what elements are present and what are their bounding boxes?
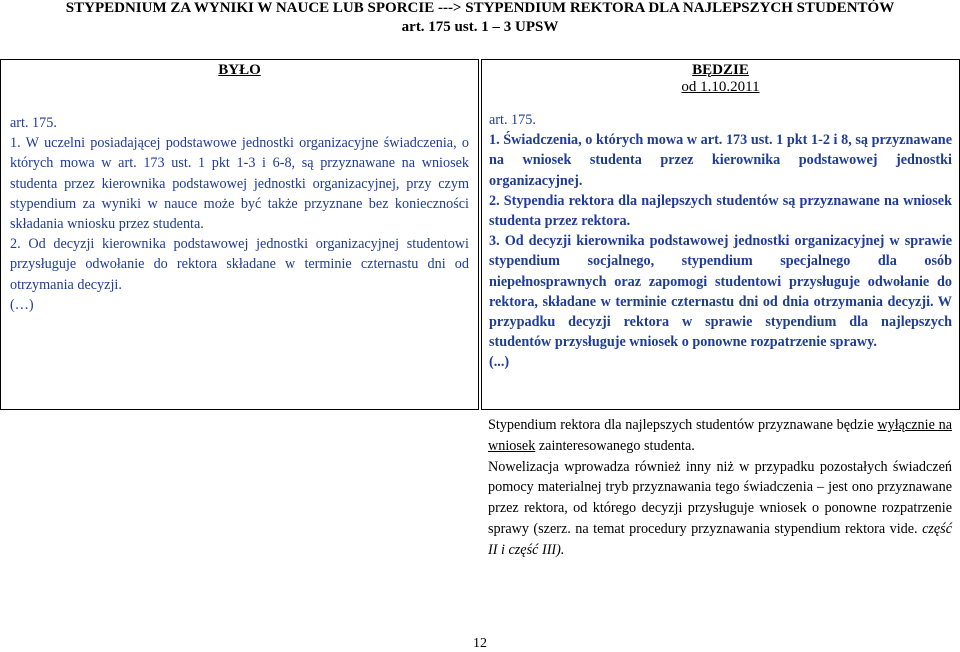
note-underlined-text: wyłącznie na wniosek (488, 417, 952, 454)
paragraph-2: 2. Stypendia rektora dla najlepszych studentów są przyznawane na wniosek studenta przez rektora. (489, 192, 952, 230)
column-before (0, 59, 479, 410)
note-text: Stypendium rektora dla najlepszych studentów przyznawane będzie (488, 417, 878, 433)
note-paragraph-2 (488, 457, 952, 561)
ellipsis: (…) (10, 296, 34, 313)
page-number: 12 (473, 636, 487, 651)
column-text-before (1, 79, 478, 315)
article-label: art. 175. (10, 115, 57, 131)
ellipsis: (...) (489, 354, 510, 371)
column-subheading-after: od 1.10.2011 (681, 79, 760, 95)
column-text-after (482, 96, 959, 373)
note-italic-text: część II i część III). (488, 520, 952, 558)
document-title: STYPEDNIUM ZA WYNIKI W NAUCE LUB SPORCIE ---> STYPENDIUM REKTORA DLA NAJLEPSZYCH STUDENTÓW (65, 0, 895, 16)
paragraph-1: 1. Świadczenia, o których mowa w art. 173 ust. 1 pkt 1-2 i 8, są przyznawane na wniosek studenta przez kierownika podstawowej jednostki organizacyjnej. (489, 132, 952, 189)
note-text: Nowelizacja wprowadza również inny niż w przypadku pozostałych świadczeń pomocy materialnej tryb przyznawania tego świadczenia – jest ono przyznawane przez rektora, od którego decyzji przysługuje wniosek o ponowne rozpatrzenie sprawy (szerz. na temat procedury przyznawania stypendium rektora vide. (488, 458, 952, 537)
paragraph-1: 1. W uczelni posiadającej podstawowe jednostki organizacyjne świadczenia, o których mowa w art. 173 ust. 1 pkt 1-3 i 6-8, są przyznawane na wniosek studenta przez kierownika podstawowej jednostki organizacyjnej, przy czym stypendium za wyniki w nauce może być także przyznane bez konieczności składania wniosku przez studenta. (10, 135, 469, 233)
note-paragraph-1 (488, 415, 952, 457)
article-label: art. 175. (489, 112, 536, 128)
column-after (481, 59, 960, 410)
column-heading-before: BYŁO (218, 62, 261, 78)
column-heading-after: BĘDZIE (692, 62, 749, 78)
commentary-note (488, 415, 952, 561)
document-subtitle: art. 175 ust. 1 – 3 UPSW (401, 19, 559, 35)
paragraph-2: 2. Od decyzji kierownika podstawowej jednostki organizacyjnej studentowi przysługuje odwołanie do rektora składane w terminie czternastu dni od otrzymania decyzji. (10, 236, 469, 293)
note-text: zainteresowanego studenta. (535, 437, 695, 454)
paragraph-3: 3. Od decyzji kierownika podstawowej jednostki organizacyjnej w sprawie stypendium socjalnego, stypendium specjalnego dla osób niepełnosprawnych oraz zapomogi studentowi przysługuje odwołanie do rektora, składane w terminie czternastu dni od dnia otrzymania decyzji. W przypadku decyzji rektora w sprawie stypendium dla najlepszych studentów przysługuje wniosek o ponowne rozpatrzenie sprawy. (489, 233, 952, 351)
